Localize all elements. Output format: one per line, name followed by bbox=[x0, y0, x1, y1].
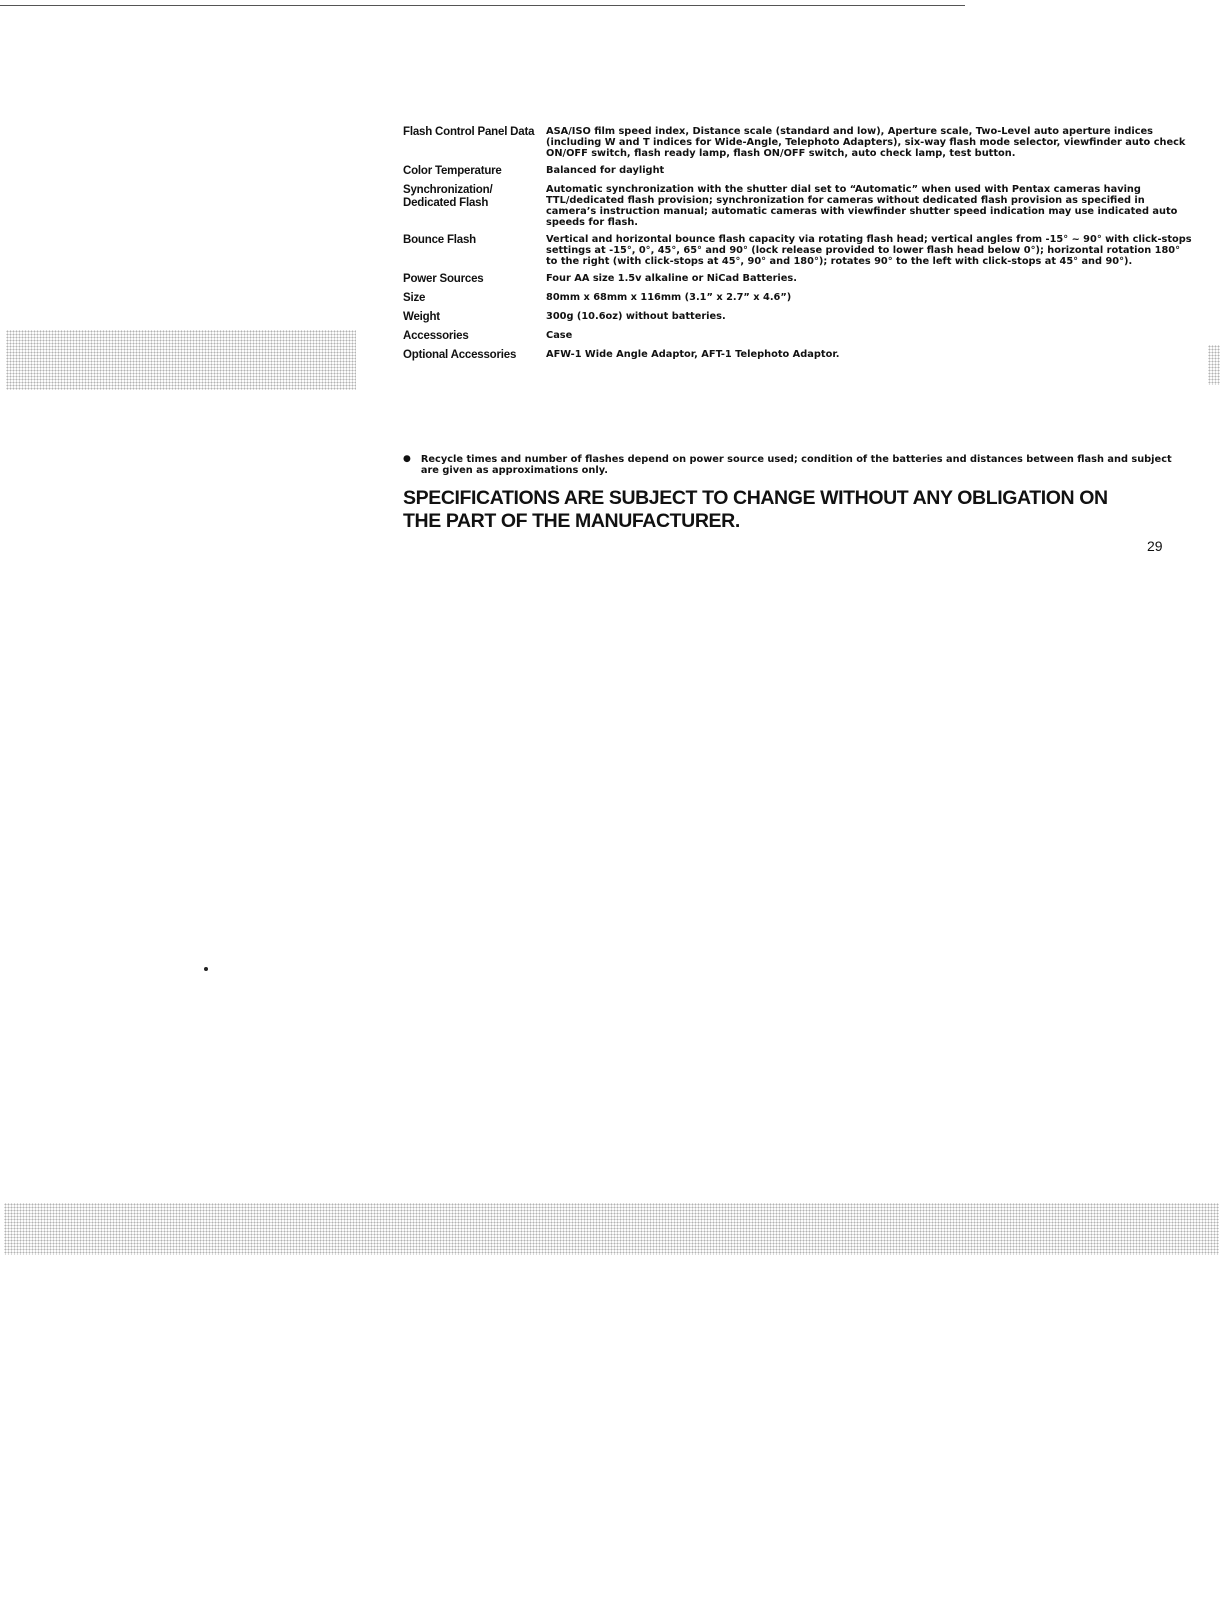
spec-value: Balanced for daylight bbox=[546, 165, 665, 176]
spec-value: AFW-1 Wide Angle Adaptor, AFT-1 Telephoto Adaptor. bbox=[546, 349, 840, 360]
page-number: 29 bbox=[1147, 538, 1163, 554]
spec-row-optional-accessories bbox=[403, 349, 1193, 368]
spec-row-power-sources bbox=[403, 273, 1193, 292]
specifications-notice: SPECIFICATIONS ARE SUBJECT TO CHANGE WITHOUT ANY OBLIGATION ON THE PART OF THE MANUFACTURER. bbox=[403, 487, 1108, 532]
spec-value: 300g (10.6oz) without batteries. bbox=[546, 311, 726, 322]
scan-noise-right bbox=[1208, 345, 1220, 385]
spec-label: Flash Control Panel Data bbox=[403, 126, 535, 138]
spec-label: Synchronization/ Dedicated Flash bbox=[403, 184, 493, 209]
spec-row-flash-control bbox=[403, 126, 1193, 165]
spec-value: Case bbox=[546, 330, 573, 341]
spec-label: Accessories bbox=[403, 330, 469, 342]
spec-value: Four AA size 1.5v alkaline or NiCad Batteries. bbox=[546, 273, 797, 284]
spec-row-bounce-flash bbox=[403, 234, 1193, 273]
spec-row-weight bbox=[403, 311, 1193, 330]
specifications-table bbox=[403, 126, 1193, 368]
spec-label: Optional Accessories bbox=[403, 349, 517, 361]
spec-value: Vertical and horizontal bounce flash capacity via rotating flash head; vertical angles from -15° ~ 90° with click-stops settings at -15°, 0°, 45°, 65° and 90° (lock release provided to lower flash head below 0°); horizontal rotation 180° to the right (with click-stops at 45°, 90° and 180°); rotates 90° to the left with click-stops at 45° and 90°). bbox=[546, 234, 1192, 267]
spec-label: Weight bbox=[403, 311, 440, 323]
spec-label: Power Sources bbox=[403, 273, 484, 285]
spec-value: ASA/ISO film speed index, Distance scale (standard and low), Aperture scale, Two-Level auto aperture indices (including W and T indices for Wide-Angle, Telephoto Adapters), six-way flash mode selector, viewfinder auto check ON/OFF switch, flash ready lamp, flash ON/OFF switch, auto check lamp, test button. bbox=[546, 126, 1186, 159]
bullet-icon: ● bbox=[403, 454, 411, 464]
spec-value: Automatic synchronization with the shutter dial set to “Automatic” when used with Pentax cameras having TTL/dedicated flash provision; synchronization for cameras without dedicated flash provision as specified in camera’s instruction manual; automatic cameras with viewfinder shutter speed indication may use indicated auto speeds for flash. bbox=[546, 184, 1178, 228]
footnote-text: Recycle times and number of flashes depend on power source used; condition of the batteries and distances between flash and subject are given as approximations only. bbox=[420, 454, 1172, 476]
top-rule bbox=[0, 5, 965, 6]
footnote bbox=[403, 454, 1193, 476]
scan-speck bbox=[204, 967, 208, 971]
scan-noise-left bbox=[6, 330, 356, 390]
spec-value: 80mm x 68mm x 116mm (3.1” x 2.7” x 4.6”) bbox=[546, 292, 792, 303]
spec-row-synchronization bbox=[403, 184, 1193, 234]
spec-row-color-temperature bbox=[403, 165, 1193, 184]
scan-noise-bottom bbox=[4, 1203, 1219, 1255]
spec-label: Color Temperature bbox=[403, 165, 502, 177]
spec-label: Size bbox=[403, 292, 426, 304]
spec-label: Bounce Flash bbox=[403, 234, 477, 246]
spec-row-size bbox=[403, 292, 1193, 311]
spec-row-accessories bbox=[403, 330, 1193, 349]
